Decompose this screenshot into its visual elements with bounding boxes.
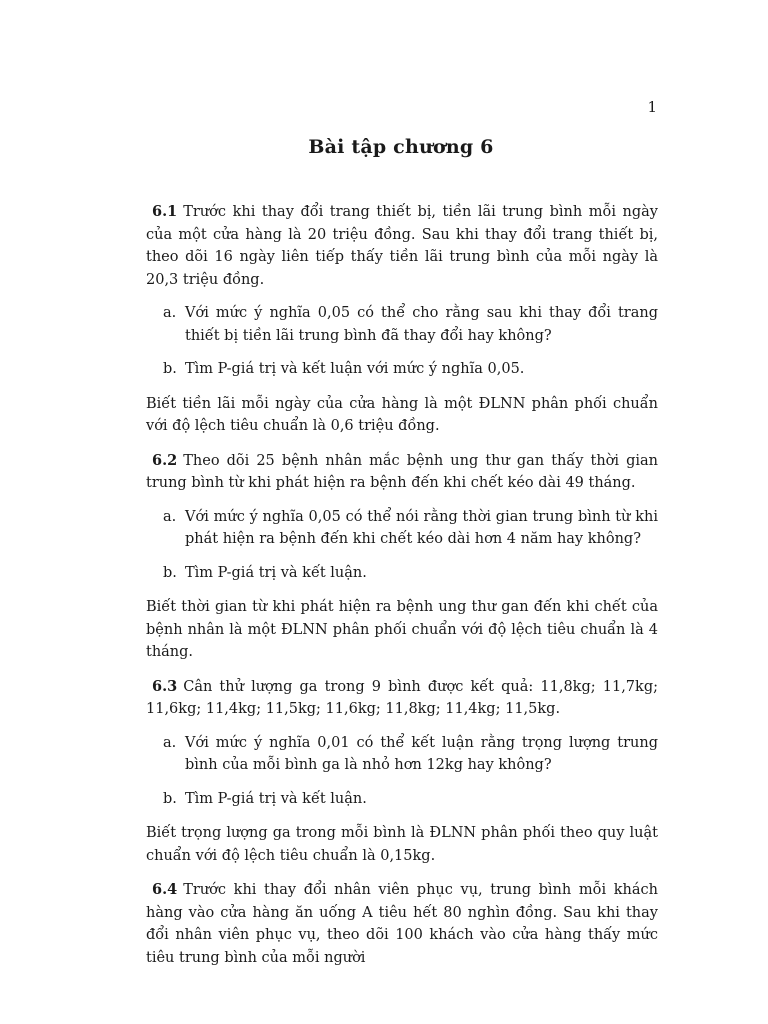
exercise-6-3 <box>146 676 658 868</box>
exercise-statement <box>146 450 658 495</box>
exercise-item-b <box>146 562 658 585</box>
item-label: b. <box>163 564 177 581</box>
exercise-6-1 <box>146 201 658 438</box>
exercise-list <box>146 201 658 981</box>
chapter-title: Bài tập chương 6 <box>308 136 494 158</box>
item-label: a. <box>163 508 177 525</box>
exercise-text: Theo dõi 25 bệnh nhân mắc bệnh ung thư gan thấy thời gian trung bình từ khi phát hiện ra bệnh đến khi chết kéo dài 49 tháng. <box>146 452 658 491</box>
exercise-note: Biết tiền lãi mỗi ngày của cửa hàng là một ĐLNN phân phối chuẩn với độ lệch tiêu chuẩn là 0,6 triệu đồng. <box>146 395 658 434</box>
exercise-6-2 <box>146 450 658 664</box>
exercise-text: Trước khi thay đổi trang thiết bị, tiền lãi trung bình mỗi ngày của một cửa hàng là 20 triệu đồng. Sau khi thay đổi trang thiết bị, theo dõi 16 ngày liên tiếp thấy tiền lãi trung bình của mỗi ngày là 20,3 triệu đồng. <box>146 204 658 288</box>
exercise-item-a <box>146 732 658 777</box>
exercise-text: Cân thử lượng ga trong 9 bình được kết quả: 11,8kg; 11,7kg; 11,6kg; 11,4kg; 11,5kg; 11,6kg; 11,8kg; 11,4kg; 11,5kg. <box>146 678 658 717</box>
exercise-item-a <box>146 506 658 551</box>
exercise-6-4 <box>146 879 658 969</box>
item-text: Với mức ý nghĩa 0,05 có thể nói rằng thời gian trung bình từ khi phát hiện ra bệnh đến khi chết kéo dài hơn 4 năm hay không? <box>185 508 658 547</box>
page-number: 1 <box>647 98 657 116</box>
exercise-statement <box>146 676 658 721</box>
exercise-item-b <box>146 358 658 381</box>
exercise-number: 6.4 <box>152 881 178 898</box>
item-label: b. <box>163 361 177 377</box>
exercise-statement <box>146 879 658 969</box>
exercise-statement <box>146 201 658 291</box>
exercise-number: 6.2 <box>152 451 178 469</box>
item-text: Tìm P-giá trị và kết luận. <box>185 564 367 581</box>
exercise-text: Trước khi thay đổi nhân viên phục vụ, trung bình mỗi khách hàng vào cửa hàng ăn uống A tiêu hết 80 nghìn đồng. Sau khi thay đổi nhân viên phục vụ, theo dõi 100 khách vào cửa hàng thấy mức tiêu trung bình của mỗi người <box>146 882 658 966</box>
item-label: b. <box>163 790 177 807</box>
exercise-items <box>146 732 658 811</box>
exercise-note: Biết trọng lượng ga trong mỗi bình là ĐLNN phân phối theo quy luật chuẩn với độ lệch tiêu chuẩn là 0,15kg. <box>146 825 658 864</box>
exercise-number: 6.1 <box>152 203 178 220</box>
exercise-number: 6.3 <box>152 677 178 695</box>
exercise-items <box>146 302 658 381</box>
item-label: a. <box>163 305 177 321</box>
item-label: a. <box>163 734 177 751</box>
item-text: Tìm P-giá trị và kết luận. <box>185 790 367 807</box>
exercise-item-b <box>146 788 658 811</box>
item-text: Với mức ý nghĩa 0,01 có thể kết luận rằng trọng lượng trung bình của mỗi bình ga là nhỏ hơn 12kg hay không? <box>185 734 658 773</box>
exercise-items <box>146 506 658 585</box>
item-text: Tìm P-giá trị và kết luận với mức ý nghĩa 0,05. <box>185 361 525 377</box>
exercise-item-a <box>146 302 658 347</box>
item-text: Với mức ý nghĩa 0,05 có thể cho rằng sau khi thay đổi trang thiết bị tiền lãi trung bình đã thay đổi hay không? <box>185 305 658 344</box>
exercise-note: Biết thời gian từ khi phát hiện ra bệnh ung thư gan đến khi chết của bệnh nhân là một ĐLNN phân phối chuẩn với độ lệch tiêu chuẩn là 4 tháng. <box>146 599 658 660</box>
